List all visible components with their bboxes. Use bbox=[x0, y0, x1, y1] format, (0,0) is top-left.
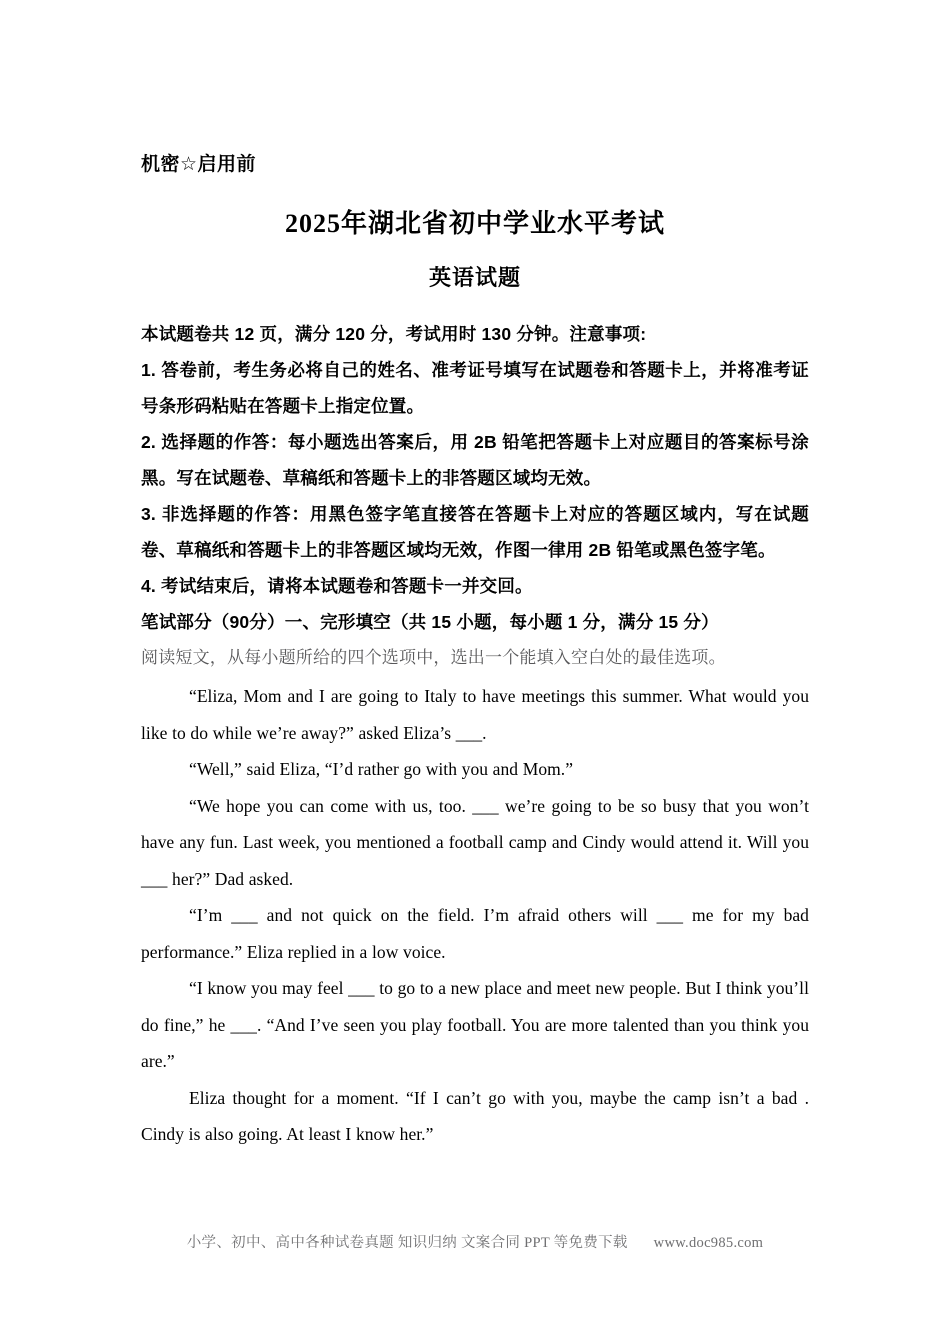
passage-paragraph: “Well,” said Eliza, “I’d rather go with you and Mom.” bbox=[189, 759, 574, 779]
document-content bbox=[141, 0, 809, 1153]
instruction-item-3: 3. 非选择题的作答：用黑色签字笔直接答在答题卡上对应的答题区域内，写在试题卷、草稿纸和答题卡上的非答题区域均无效，作图一律用 2B 铅笔或黑色签字笔。 bbox=[141, 504, 809, 560]
page-title: 2025年湖北省初中学业水平考试 bbox=[284, 209, 665, 238]
passage-paragraph: “We hope you can come with us, too. ___ we’re going to be so busy that you won’t have any fun. Last week, you mentioned a football camp and Cindy would attend it. Will you ___ her?” Dad asked. bbox=[141, 795, 809, 889]
instruction-item-2: 2. 选择题的作答：每小题选出答案后，用 2B 铅笔把答题卡上对应题目的答案标号涂黑。写在试题卷、草稿纸和答题卡上的非答题区域均无效。 bbox=[141, 432, 809, 488]
page-subtitle: 英语试题 bbox=[428, 265, 521, 290]
instructions-summary: 本试题卷共 12 页，满分 120 分，考试用时 130 分钟。注意事项: bbox=[141, 324, 647, 344]
confidential-label: 机密☆启用前 bbox=[141, 154, 257, 175]
section-directive: 阅读短文，从每小题所给的四个选项中，选出一个能填入空白处的最佳选项。 bbox=[141, 648, 726, 667]
footer-watermark bbox=[0, 1232, 950, 1254]
instructions-block bbox=[141, 316, 809, 604]
footer-url[interactable]: www.doc985.com bbox=[653, 1235, 764, 1251]
passage-paragraph: “I know you may feel ___ to go to a new place and meet new people. But I think you’ll do fine,” he ___. “And I’ve seen you play football. You are more talented than you think you are.” bbox=[141, 978, 809, 1071]
passage-paragraph: “I’m ___ and not quick on the field. I’m afraid others will ___ me for my bad performance.” Eliza replied in a low voice. bbox=[141, 905, 809, 962]
cloze-passage bbox=[141, 678, 809, 1153]
footer-description: 小学、初中、高中各种试卷真题 知识归纳 文案合同 PPT 等免费下载 bbox=[186, 1235, 628, 1251]
section-heading-cloze: 笔试部分（90分）一、完形填空（共 15 小题，每小题 1 分，满分 15 分） bbox=[141, 612, 719, 632]
instruction-item-1: 1. 答卷前，考生务必将自己的姓名、准考证号填写在试题卷和答题卡上，并将准考证号条形码粘贴在答题卡上指定位置。 bbox=[141, 360, 809, 416]
passage-paragraph: Eliza thought for a moment. “If I can’t go with you, maybe the camp isn’t a bad . Cindy is also going. At least I know her.” bbox=[141, 1087, 809, 1144]
instruction-item-4: 4. 考试结束后，请将本试题卷和答题卡一并交回。 bbox=[141, 576, 533, 596]
passage-paragraph: “Eliza, Mom and I are going to Italy to have meetings this summer. What would you like to do while we’re away?” asked Eliza’s ___. bbox=[141, 686, 809, 743]
